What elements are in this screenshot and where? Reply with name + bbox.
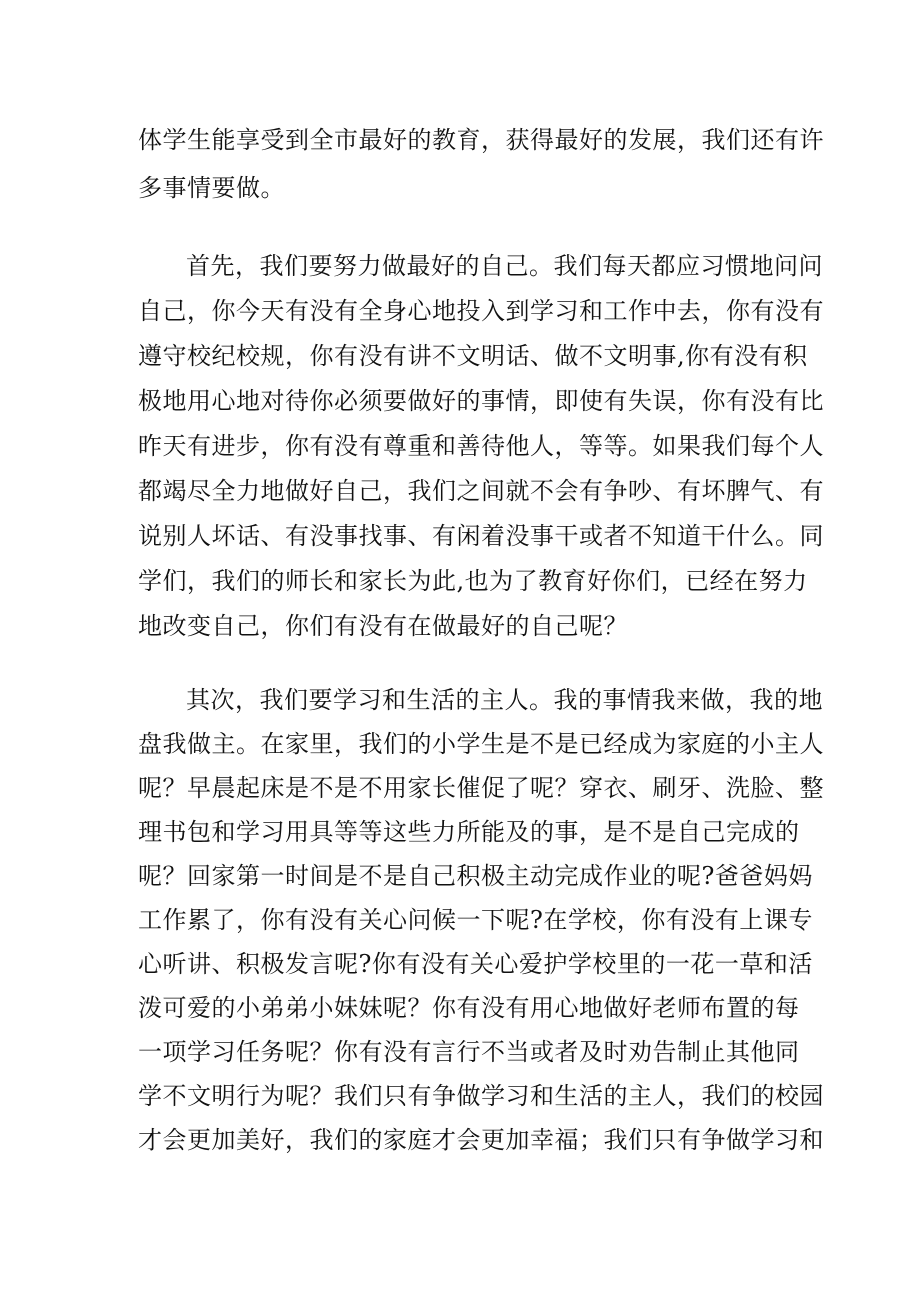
paragraph-line: 体学生能享受到全市最好的教育，获得最好的发展，我们还有许 [138,126,824,154]
paragraph-line: 多事情要做。 [138,174,285,202]
paragraph-line: 说别人坏话、有没事找事、有闲着没事干或者不知道干什么。同 [138,522,824,550]
paragraph-line: 首先，我们要努力做最好的自己。我们每天都应习惯地问问 [186,252,823,280]
paragraph-line: 其次，我们要学习和生活的主人。我的事情我来做，我的地 [186,686,823,714]
paragraph-line: 才会更加美好，我们的家庭才会更加幸福；我们只有争做学习和 [138,1126,824,1154]
paragraph-line: 呢？回家第一时间是不是自己积极主动完成作业的呢?爸爸妈妈 [138,862,813,890]
paragraph-line: 都竭尽全力地做好自己，我们之间就不会有争吵、有坏脾气、有 [138,477,824,505]
paragraph-line: 泼可爱的小弟弟小妹妹呢？你有没有用心地做好老师布置的每 [138,994,800,1022]
paragraph-line: 一项学习任务呢？你有没有言行不当或者及时劝告制止其他同 [138,1038,800,1066]
paragraph-line: 呢？早晨起床是不是不用家长催促了呢？穿衣、刷牙、洗脸、整 [138,774,824,802]
paragraph-line: 心听讲、积极发言呢?你有没有关心爱护学校里的一花一草和活 [138,950,813,978]
paragraph-line: 昨天有进步，你有没有尊重和善待他人，等等。如果我们每个人 [138,432,824,460]
paragraph-line: 盘我做主。在家里，我们的小学生是不是已经成为家庭的小主人 [138,730,824,758]
paragraph-line: 遵守校纪校规，你有没有讲不文明话、做不文明事,你有没有积 [138,342,808,370]
paragraph-line: 学不文明行为呢？我们只有争做学习和生活的主人，我们的校园 [138,1082,824,1110]
paragraph-line: 理书包和学习用具等等这些力所能及的事，是不是自己完成的 [138,818,800,846]
paragraph-line: 自己，你今天有没有全身心地投入到学习和工作中去，你有没有 [138,297,824,325]
paragraph-line: 学们，我们的师长和家长为此,也为了教育好你们，已经在努力 [138,567,808,595]
paragraph-line: 极地用心地对待你必须要做好的事情，即使有失误，你有没有比 [138,387,824,415]
paragraph-line: 地改变自己，你们有没有在做最好的自己呢？ [138,612,628,640]
paragraph-line: 工作累了，你有没有关心问候一下呢?在学校，你有没有上课专 [138,906,813,934]
